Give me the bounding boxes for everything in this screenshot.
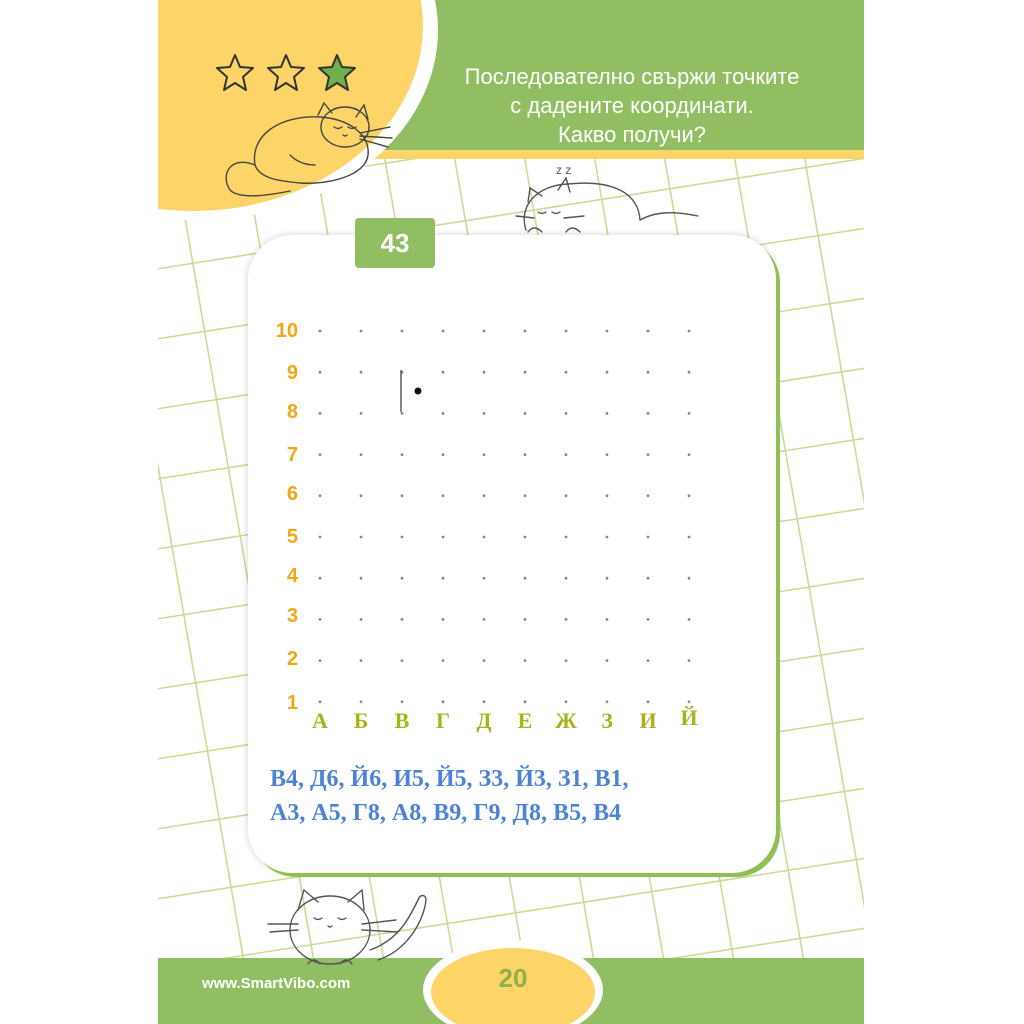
- grid-dot: [483, 536, 486, 539]
- grid-dot: [360, 494, 363, 497]
- grid-dot: [524, 659, 527, 662]
- grid-dot: [565, 577, 568, 580]
- grid-dot: [360, 659, 363, 662]
- grid-dot: [442, 577, 445, 580]
- instruction-line: Какво получи?: [558, 122, 706, 147]
- grid-dot: [524, 536, 527, 539]
- instruction-line: Последователно свържи точките: [464, 64, 800, 89]
- grid-dot: [688, 494, 691, 497]
- grid-dot: [524, 330, 527, 333]
- y-axis-label: 7: [286, 444, 298, 466]
- grid-dot: [442, 659, 445, 662]
- grid-dot: [647, 494, 650, 497]
- grid-dot: [688, 412, 691, 415]
- grid-dot: [647, 536, 650, 539]
- grid-dot: [483, 412, 486, 415]
- x-axis-label: А: [312, 708, 328, 733]
- grid-dot: [647, 330, 650, 333]
- grid-dot: [401, 700, 404, 703]
- grid-dot: [483, 453, 486, 456]
- x-axis-label: Д: [476, 708, 492, 733]
- grid-dot: [688, 577, 691, 580]
- y-axis-label: 1: [286, 692, 298, 714]
- grid-dot: [401, 330, 404, 333]
- grid-dot: [606, 618, 609, 621]
- grid-dot: [442, 700, 445, 703]
- x-axis-label: З: [601, 708, 613, 733]
- y-axis-label: 2: [286, 648, 298, 670]
- y-axis-label: 6: [286, 483, 298, 505]
- grid-dot: [401, 412, 404, 415]
- grid-dot: [319, 618, 322, 621]
- grid-dot: [565, 700, 568, 703]
- grid-dot: [483, 330, 486, 333]
- grid-dot: [606, 577, 609, 580]
- y-axis-label: 8: [286, 401, 298, 423]
- grid-dot: [524, 700, 527, 703]
- y-axis-label: 10: [275, 320, 298, 342]
- grid-dot: [565, 618, 568, 621]
- y-axis-label: 4: [286, 565, 298, 587]
- grid-dot: [688, 536, 691, 539]
- grid-dot: [647, 618, 650, 621]
- grid-dot: [688, 371, 691, 374]
- grid-dot: [360, 700, 363, 703]
- x-axis-label: Й: [680, 705, 698, 730]
- grid-dot: [524, 494, 527, 497]
- grid-dot: [606, 659, 609, 662]
- grid-dot: [360, 412, 363, 415]
- y-axis-label: 9: [286, 362, 298, 384]
- grid-dot: [647, 577, 650, 580]
- grid-dot: [360, 618, 363, 621]
- grid-dot: [401, 453, 404, 456]
- grid-dot: [360, 330, 363, 333]
- start-point: [415, 388, 422, 395]
- grid-dot: [442, 330, 445, 333]
- grid-dot: [401, 659, 404, 662]
- grid-dot: [647, 700, 650, 703]
- dot-grid: [158, 0, 864, 1024]
- grid-dot: [319, 330, 322, 333]
- grid-dot: [688, 700, 691, 703]
- grid-dot: [565, 371, 568, 374]
- x-axis-label: Ж: [555, 708, 577, 733]
- coordinate-list: [270, 762, 760, 830]
- grid-dot: [442, 412, 445, 415]
- coordinate-line: В4, Д6, Й6, И5, Й5, З3, Й3, З1, В1,: [270, 766, 629, 792]
- grid-dot: [442, 618, 445, 621]
- grid-dot: [688, 618, 691, 621]
- grid-dot: [647, 371, 650, 374]
- grid-dot: [319, 412, 322, 415]
- x-axis-label: В: [394, 708, 410, 733]
- grid-dot: [647, 412, 650, 415]
- grid-dot: [319, 577, 322, 580]
- grid-dot: [483, 577, 486, 580]
- x-axis-label: Б: [353, 708, 369, 733]
- grid-dot: [442, 494, 445, 497]
- grid-dot: [606, 412, 609, 415]
- grid-dot: [442, 453, 445, 456]
- exercise-number-badge: 43: [355, 218, 435, 268]
- grid-dot: [319, 453, 322, 456]
- grid-dot: [606, 494, 609, 497]
- x-axis-label: И: [639, 708, 657, 733]
- grid-dot: [565, 536, 568, 539]
- grid-dot: [524, 412, 527, 415]
- grid-dot: [647, 453, 650, 456]
- grid-dot: [565, 330, 568, 333]
- grid-dot: [647, 659, 650, 662]
- grid-dot: [401, 536, 404, 539]
- y-axis-label: 3: [286, 605, 298, 627]
- grid-dot: [319, 659, 322, 662]
- grid-dot: [442, 536, 445, 539]
- grid-dot: [565, 659, 568, 662]
- coordinate-line: А3, А5, Г8, А8, В9, Г9, Д8, В5, В4: [270, 800, 622, 826]
- grid-dot: [606, 536, 609, 539]
- grid-dot: [565, 494, 568, 497]
- grid-dot: [483, 371, 486, 374]
- grid-dot: [360, 536, 363, 539]
- grid-dot: [483, 618, 486, 621]
- grid-dot: [524, 371, 527, 374]
- worksheet-page: [158, 0, 864, 1024]
- grid-dot: [360, 453, 363, 456]
- instruction-line: с дадените координати.: [510, 93, 754, 118]
- y-axis-label: 5: [286, 526, 298, 548]
- grid-dot: [319, 371, 322, 374]
- website-link[interactable]: www.SmartVibo.com: [202, 975, 351, 992]
- grid-dot: [606, 700, 609, 703]
- grid-dot: [401, 618, 404, 621]
- grid-dot: [688, 453, 691, 456]
- grid-dot: [483, 700, 486, 703]
- grid-dot: [319, 536, 322, 539]
- x-axis-label: Е: [517, 708, 533, 733]
- grid-dot: [688, 659, 691, 662]
- grid-dot: [524, 577, 527, 580]
- grid-dot: [483, 659, 486, 662]
- grid-dot: [688, 330, 691, 333]
- grid-dot: [483, 494, 486, 497]
- x-axis-label: Г: [436, 708, 450, 733]
- grid-dot: [565, 453, 568, 456]
- svg-text:z z: z z: [556, 163, 572, 177]
- grid-dot: [319, 494, 322, 497]
- grid-dot: [401, 494, 404, 497]
- grid-dot: [524, 453, 527, 456]
- grid-dot: [565, 412, 568, 415]
- page-number: 20: [498, 963, 528, 993]
- grid-dot: [442, 371, 445, 374]
- grid-dot: [401, 577, 404, 580]
- grid-dot: [319, 700, 322, 703]
- grid-dot: [606, 453, 609, 456]
- grid-dot: [606, 330, 609, 333]
- grid-dot: [360, 577, 363, 580]
- grid-dot: [524, 618, 527, 621]
- grid-dot: [606, 371, 609, 374]
- grid-dot: [360, 371, 363, 374]
